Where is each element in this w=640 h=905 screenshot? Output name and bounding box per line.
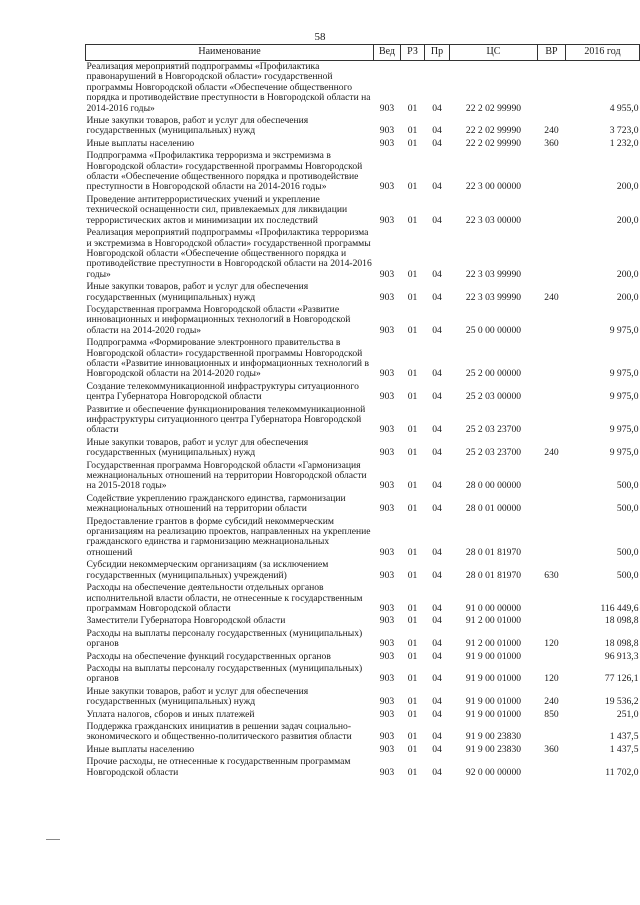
cell-pr: 04 xyxy=(432,503,442,515)
cell-pr: 04 xyxy=(432,447,442,459)
cell-rz: 01 xyxy=(407,708,418,720)
cell-pr: 04 xyxy=(432,268,442,280)
cell-cs: 22 2 02 99990 xyxy=(465,125,522,137)
cell-ved: 903 xyxy=(379,102,395,114)
cell-cs: 22 3 03 99990 xyxy=(465,291,522,303)
cell-rz: 01 xyxy=(407,743,418,755)
cell-cs: 91 2 00 01000 xyxy=(465,615,522,627)
cell-name: Предоставление грантов в форме субсидий некоммерческим организациям на реализацию проектов, направленных на укрепление гражданского единства и гармонизацию межнациональных отношений xyxy=(86,515,371,558)
table-row xyxy=(86,194,640,227)
cell-ved: 903 xyxy=(379,447,395,459)
cell-name: Иные закупки товаров, работ и услуг для обеспечения государственных (муниципальных) нужд xyxy=(86,115,309,137)
header-rz: РЗ xyxy=(401,45,425,61)
cell-ved: 903 xyxy=(379,546,395,558)
header-name: Наименование xyxy=(86,45,374,61)
cell-cs: 22 2 02 99990 xyxy=(465,137,522,149)
header-cs: ЦС xyxy=(450,45,538,61)
cell-pr: 04 xyxy=(432,546,442,558)
table-row xyxy=(86,61,640,116)
cell-vr xyxy=(538,304,566,337)
cell-rz: 01 xyxy=(407,503,418,515)
cell-rz: 01 xyxy=(407,368,418,380)
table-row xyxy=(86,281,640,304)
cell-cs: 91 0 00 00000 xyxy=(465,602,522,614)
cell-rz: 01 xyxy=(407,546,418,558)
cell-sum: 4 955,0 xyxy=(609,102,639,114)
cell-name: Содействие укреплению гражданского единства, гармонизации межнациональных отношений на территории области xyxy=(86,492,346,515)
cell-sum: 251,0 xyxy=(616,708,639,720)
cell-sum: 9 975,0 xyxy=(609,324,639,336)
cell-ved: 903 xyxy=(379,569,395,581)
cell-pr: 04 xyxy=(432,137,442,149)
cell-cs: 91 9 00 01000 xyxy=(465,673,522,685)
cell-cs: 25 0 00 00000 xyxy=(465,324,522,336)
cell-rz: 01 xyxy=(407,214,418,226)
cell-pr: 04 xyxy=(432,324,442,336)
cell-sum: 18 098,8 xyxy=(604,638,639,650)
cell-name: Расходы на выплаты персоналу государственных (муниципальных) органов xyxy=(86,662,363,685)
cell-pr: 04 xyxy=(432,638,442,650)
cell-vr xyxy=(538,651,566,663)
table-row xyxy=(86,582,640,615)
cell-name: Подпрограмма «Профилактика терроризма и экстремизма в Новгородской области» государственной программы Новгородской области «Обеспечение общественного порядка и противодействие преступности в Новгородской области на 2014-2016 годы» xyxy=(86,150,363,193)
table-row xyxy=(86,663,640,686)
cell-cs: 25 2 00 00000 xyxy=(465,368,522,380)
cell-vr xyxy=(538,615,566,627)
cell-rz: 01 xyxy=(407,268,418,280)
cell-name: Расходы на обеспечение функций государственных органов xyxy=(86,650,331,662)
cell-ved: 903 xyxy=(379,766,395,778)
cell-rz: 01 xyxy=(407,181,418,193)
cell-sum: 200,0 xyxy=(616,181,639,193)
table-row xyxy=(86,304,640,337)
cell-ved: 903 xyxy=(379,615,395,627)
cell-cs: 91 9 00 01000 xyxy=(465,696,522,708)
cell-sum: 500,0 xyxy=(616,503,639,515)
cell-name: Поддержка гражданских инициатив в решении задач социально-экономического и общественно-политического развития области xyxy=(86,720,352,743)
cell-vr xyxy=(538,381,566,404)
table-row xyxy=(86,559,640,582)
table-header xyxy=(86,45,640,61)
cell-name: Субсидии некоммерческим организациям (за исключением государственных (муниципальных) учреждений) xyxy=(86,559,329,581)
cell-ved: 903 xyxy=(379,214,395,226)
cell-vr xyxy=(538,582,566,615)
cell-vr xyxy=(538,516,566,560)
cell-rz: 01 xyxy=(407,391,418,403)
cell-pr: 04 xyxy=(432,731,442,743)
cell-cs: 92 0 00 00000 xyxy=(465,766,522,778)
cell-vr xyxy=(538,227,566,281)
cell-pr: 04 xyxy=(432,391,442,403)
cell-sum: 77 126,1 xyxy=(604,673,639,685)
cell-rz: 01 xyxy=(407,125,418,137)
margin-mark xyxy=(46,839,60,840)
table-row xyxy=(86,227,640,281)
table-row xyxy=(86,404,640,437)
cell-ved: 903 xyxy=(379,602,395,614)
cell-rz: 01 xyxy=(407,102,418,114)
cell-pr: 04 xyxy=(432,615,442,627)
cell-cs: 22 3 00 00000 xyxy=(465,181,522,193)
cell-ved: 903 xyxy=(379,696,395,708)
cell-rz: 01 xyxy=(407,424,418,436)
cell-ved: 903 xyxy=(379,137,395,149)
cell-rz: 01 xyxy=(407,766,418,778)
table-row xyxy=(86,437,640,460)
cell-name: Расходы на выплаты персоналу государственных (муниципальных) органов xyxy=(86,627,363,650)
cell-sum: 1 437,5 xyxy=(609,731,639,743)
cell-ved: 903 xyxy=(379,291,395,303)
cell-name: Государственная программа Новгородской области «Гармонизация межнациональных отношений на территории Новгородской области на 2015-2018 годы» xyxy=(86,459,367,492)
cell-vr: 240 xyxy=(544,291,559,303)
cell-cs: 22 3 03 00000 xyxy=(465,214,522,226)
cell-name: Иные закупки товаров, работ и услуг для обеспечения государственных (муниципальных) нужд xyxy=(86,281,309,303)
cell-sum: 18 098,8 xyxy=(604,615,639,627)
table-row xyxy=(86,651,640,663)
cell-ved: 903 xyxy=(379,480,395,492)
cell-sum: 9 975,0 xyxy=(609,391,639,403)
cell-pr: 04 xyxy=(432,102,442,114)
cell-rz: 01 xyxy=(407,569,418,581)
cell-vr: 850 xyxy=(544,708,559,720)
table-row xyxy=(86,493,640,516)
cell-sum: 96 913,3 xyxy=(604,650,639,662)
cell-ved: 903 xyxy=(379,673,395,685)
cell-name: Развитие и обеспечение функционирования телекоммуникационной инфраструктуры ситуационного центра Губернатора Новгородской области xyxy=(86,403,366,436)
cell-rz: 01 xyxy=(407,615,418,627)
cell-vr: 120 xyxy=(544,638,559,650)
cell-name: Прочие расходы, не отнесенные к государственным программам Новгородской области xyxy=(86,756,351,778)
cell-name: Иные выплаты населению xyxy=(86,743,195,755)
cell-pr: 04 xyxy=(432,696,442,708)
cell-pr: 04 xyxy=(432,214,442,226)
cell-vr: 630 xyxy=(544,569,559,581)
cell-name: Уплата налогов, сборов и иных платежей xyxy=(86,708,255,720)
table-row xyxy=(86,138,640,150)
cell-ved: 903 xyxy=(379,731,395,743)
cell-pr: 04 xyxy=(432,480,442,492)
cell-rz: 01 xyxy=(407,731,418,743)
table-row xyxy=(86,337,640,381)
cell-sum: 200,0 xyxy=(616,291,639,303)
cell-cs: 91 9 00 01000 xyxy=(465,650,522,662)
cell-cs: 91 9 00 01000 xyxy=(465,708,522,720)
cell-sum: 200,0 xyxy=(616,268,639,280)
cell-vr xyxy=(538,150,566,194)
table-row xyxy=(86,628,640,651)
cell-name: Расходы на обеспечение деятельности отдельных органов исполнительной власти области, не отнесенные к государственным программам Новгородской области xyxy=(86,582,363,614)
cell-name: Подпрограмма «Формирование электронного правительства в Новгородской области» государственной программы Новгородской области «Развитие инновационных и информационных технологий в Новгородской области на 2014-2020 годы» xyxy=(86,337,369,380)
table-row xyxy=(86,615,640,627)
cell-pr: 04 xyxy=(432,125,442,137)
table-row xyxy=(86,381,640,404)
cell-rz: 01 xyxy=(407,480,418,492)
cell-sum: 11 702,0 xyxy=(605,766,639,778)
cell-pr: 04 xyxy=(432,569,442,581)
cell-vr xyxy=(538,61,566,116)
header-pr: Пр xyxy=(425,45,450,61)
cell-sum: 9 975,0 xyxy=(609,424,639,436)
cell-name: Создание телекоммуникационной инфраструктуры ситуационного центра Губернатора Новгородской области xyxy=(86,380,359,403)
cell-vr xyxy=(538,756,566,779)
cell-pr: 04 xyxy=(432,368,442,380)
header-sum: 2016 год xyxy=(566,45,640,61)
cell-sum: 116 449,6 xyxy=(600,602,639,614)
header-vr: ВР xyxy=(538,45,566,61)
cell-cs: 28 0 01 81970 xyxy=(465,546,522,558)
cell-name: Реализация мероприятий подпрограммы «Профилактика терроризма и экстремизма в Новгородской области» государственной программы Новгородской области «Обеспечение общественного порядка и противодействие преступности в Новгородской области на 2014-2016 годы» xyxy=(86,227,372,280)
cell-ved: 903 xyxy=(379,650,395,662)
cell-sum: 500,0 xyxy=(616,546,639,558)
cell-ved: 903 xyxy=(379,424,395,436)
cell-pr: 04 xyxy=(432,743,442,755)
cell-pr: 04 xyxy=(432,673,442,685)
table-row xyxy=(86,744,640,756)
cell-sum: 9 975,0 xyxy=(609,447,639,459)
cell-name: Проведение антитеррористических учений и укрепление технической оснащенности сил, привлекаемых для ликвидации террористических актов и минимизации их последствий xyxy=(86,193,348,226)
cell-pr: 04 xyxy=(432,291,442,303)
cell-cs: 91 9 00 23830 xyxy=(465,743,522,755)
budget-table xyxy=(85,44,640,779)
cell-vr: 120 xyxy=(544,673,559,685)
cell-sum: 3 723,0 xyxy=(609,125,639,137)
cell-vr xyxy=(538,460,566,493)
table-row xyxy=(86,686,640,709)
cell-vr xyxy=(538,493,566,516)
cell-sum: 1 232,0 xyxy=(609,137,639,149)
cell-vr xyxy=(538,721,566,744)
cell-cs: 25 2 03 23700 xyxy=(465,447,522,459)
cell-cs: 25 2 03 00000 xyxy=(465,391,522,403)
table-row xyxy=(86,150,640,194)
cell-vr xyxy=(538,194,566,227)
cell-ved: 903 xyxy=(379,743,395,755)
header-ved: Вед xyxy=(374,45,401,61)
cell-rz: 01 xyxy=(407,673,418,685)
table-row xyxy=(86,756,640,779)
table-row xyxy=(86,516,640,560)
page-number: 58 xyxy=(314,31,326,43)
table-body xyxy=(86,61,640,780)
cell-ved: 903 xyxy=(379,503,395,515)
table-row xyxy=(86,709,640,721)
cell-vr: 360 xyxy=(544,743,559,755)
cell-name: Иные закупки товаров, работ и услуг для обеспечения государственных (муниципальных) нужд xyxy=(86,685,309,708)
cell-pr: 04 xyxy=(432,708,442,720)
cell-name: Реализация мероприятий подпрограммы «Профилактика правонарушений в Новгородской области» государственной программы Новгородской области «Обеспечение общественного порядка и противодействие преступности в Новгородской области на 2014-2016 годы» xyxy=(86,61,371,114)
cell-pr: 04 xyxy=(432,650,442,662)
cell-rz: 01 xyxy=(407,137,418,149)
cell-ved: 903 xyxy=(379,324,395,336)
cell-cs: 22 3 03 99990 xyxy=(465,268,522,280)
cell-pr: 04 xyxy=(432,766,442,778)
cell-rz: 01 xyxy=(407,638,418,650)
cell-pr: 04 xyxy=(432,602,442,614)
cell-ved: 903 xyxy=(379,638,395,650)
table-row xyxy=(86,115,640,138)
cell-name: Заместители Губернатора Новгородской области xyxy=(86,615,286,627)
cell-ved: 903 xyxy=(379,268,395,280)
cell-cs: 91 9 00 23830 xyxy=(465,731,522,743)
cell-vr: 360 xyxy=(544,137,559,149)
cell-rz: 01 xyxy=(407,602,418,614)
cell-name: Иные выплаты населению xyxy=(86,137,195,149)
cell-vr xyxy=(538,337,566,381)
cell-name: Государственная программа Новгородской области «Развитие инновационных и информационных технологий в Новгородской области на 2014-2020 годы» xyxy=(86,303,351,336)
table-row xyxy=(86,721,640,744)
cell-sum: 500,0 xyxy=(616,569,639,581)
cell-vr: 240 xyxy=(544,696,559,708)
cell-cs: 22 2 02 99990 xyxy=(465,102,522,114)
cell-sum: 9 975,0 xyxy=(609,368,639,380)
cell-ved: 903 xyxy=(379,125,395,137)
cell-pr: 04 xyxy=(432,424,442,436)
cell-sum: 200,0 xyxy=(616,214,639,226)
cell-ved: 903 xyxy=(379,181,395,193)
cell-cs: 28 0 01 00000 xyxy=(465,503,522,515)
cell-name: Иные закупки товаров, работ и услуг для обеспечения государственных (муниципальных) нужд xyxy=(86,436,309,459)
cell-cs: 28 0 01 81970 xyxy=(465,569,522,581)
cell-vr: 240 xyxy=(544,125,559,137)
cell-sum: 500,0 xyxy=(616,480,639,492)
cell-rz: 01 xyxy=(407,291,418,303)
cell-sum: 1 437,5 xyxy=(609,743,639,755)
cell-rz: 01 xyxy=(407,447,418,459)
cell-sum: 19 536,2 xyxy=(604,696,639,708)
cell-rz: 01 xyxy=(407,324,418,336)
cell-cs: 28 0 00 00000 xyxy=(465,480,522,492)
cell-rz: 01 xyxy=(407,650,418,662)
cell-vr xyxy=(538,404,566,437)
cell-vr: 240 xyxy=(544,447,559,459)
cell-ved: 903 xyxy=(379,708,395,720)
cell-ved: 903 xyxy=(379,368,395,380)
cell-cs: 91 2 00 01000 xyxy=(465,638,522,650)
table-row xyxy=(86,460,640,493)
cell-ved: 903 xyxy=(379,391,395,403)
cell-rz: 01 xyxy=(407,696,418,708)
cell-cs: 25 2 03 23700 xyxy=(465,424,522,436)
cell-pr: 04 xyxy=(432,181,442,193)
